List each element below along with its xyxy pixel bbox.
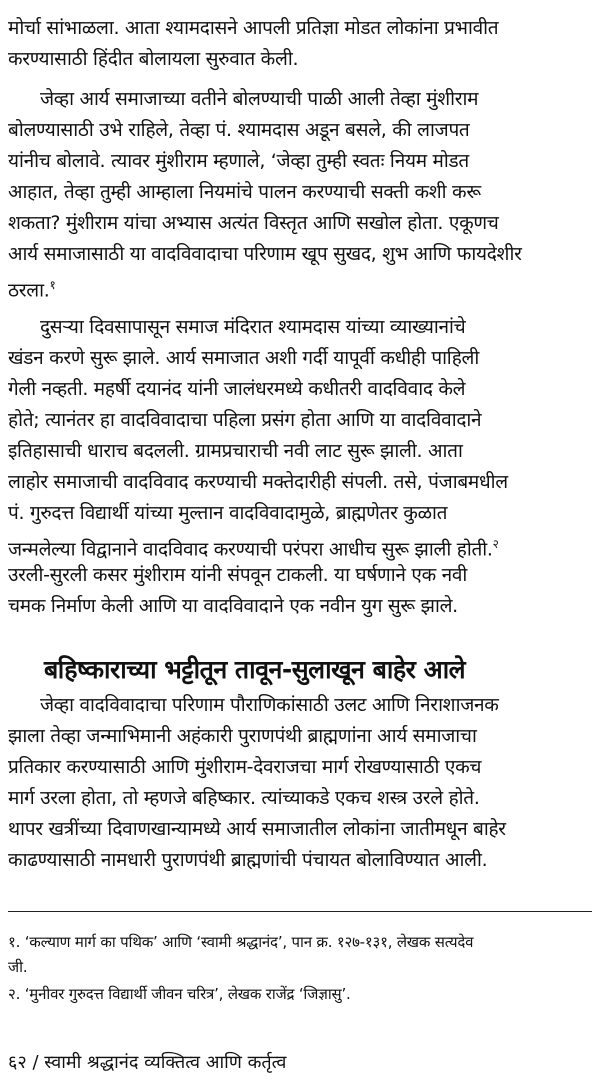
- footnote-divider: [8, 911, 592, 912]
- text-line: यांनीच बोलावे. त्यावर मुंशीराम म्हणाले, ‘जेव्हा तुम्ही स्वतः नियम मोडत: [8, 150, 469, 172]
- text-line: काढण्यासाठी नामधारी पुराणपंथी ब्राह्मणांची पंचायत बोलाविण्यात आली.: [8, 849, 488, 871]
- text-line: [8, 532, 499, 561]
- text-line: पं. गुरुदत्त विद्यार्थी यांच्या मुल्तान वादविवादामुळे, ब्राह्मणेतर कुळात: [8, 502, 448, 524]
- text-line-content: ठरला.: [8, 279, 50, 302]
- text-line: इतिहासाची धाराच बदलली. ग्रामप्रचाराची नवी लाट सुरू झाली. आता: [8, 440, 463, 462]
- text-line: आहात, तेव्हा तुम्ही आम्हाला नियमांचे पालन करण्याची सक्ती कशी करू: [8, 181, 481, 203]
- text-line: थापर खत्रींच्या दिवाणखान्यामध्ये आर्य समाजातील लोकांना जातीमधून बाहेर: [8, 818, 506, 840]
- footnote-1: १. ‘कल्याण मार्ग का पथिक’ आणि ‘स्वामी श्रद्धानंद’, पान क्र. १२७-१३१, लेखक सत्यदेव: [8, 933, 474, 951]
- text-line: आर्य समाजासाठी या वादविवादाचा परिणाम खूप सुखद, शुभ आणि फायदेशीर: [8, 243, 522, 265]
- text-line: खंडन करणे सुरू झाले. आर्य समाजात अशी गर्दी यापूर्वी कधीही पाहिली: [8, 347, 479, 369]
- text-line: मोर्चा सांभाळला. आता श्यामदासने आपली प्रतिज्ञा मोडत लोकांना प्रभावीत: [8, 17, 499, 39]
- text-line: प्रतिकार करण्यासाठी आणि मुंशीराम-देवराजचा मार्ग रोखण्यासाठी एकच: [8, 756, 482, 778]
- text-line: [8, 273, 55, 302]
- text-line: गेली नव्हती. महर्षी दयानंद यांनी जालंधरमध्ये कधीतरी वादविवाद केले: [8, 378, 466, 400]
- text-line: दुसऱ्या दिवसापासून समाज मंदिरात श्यामदास यांच्या व्याख्यानांचे: [40, 316, 466, 338]
- footnote-marker-1: १: [49, 278, 56, 292]
- text-line: लाहोर समाजाची वादविवाद करण्याची मक्तेदारीही संपली. तसे, पंजाबमधील: [8, 471, 508, 493]
- page-footer: ६२ / स्वामी श्रद्धानंद व्यक्तित्व आणि कर्तृत्व: [8, 1052, 287, 1073]
- footnote-marker-2: २: [492, 537, 499, 551]
- text-line: झाला तेव्हा जन्माभिमानी अहंकारी पुराणपंथी ब्राह्मणांना आर्य समाजाचा: [8, 725, 477, 747]
- text-line: जेव्हा वादविवादाचा परिणाम पौराणिकांसाठी उलट आणि निराशाजनक: [40, 694, 499, 716]
- text-line: उरली-सुरली कसर मुंशीराम यांनी संपवून टाकली. या घर्षणाने एक नवी: [8, 564, 468, 586]
- text-line: मार्ग उरला होता, तो म्हणजे बहिष्कार. त्यांच्याकडे एकच शस्त्र उरले होते.: [8, 787, 480, 809]
- text-line: होते; त्यानंतर हा वादविवादाचा पहिला प्रसंग होता आणि या वादविवादाने: [8, 409, 482, 431]
- text-line: जेव्हा आर्य समाजाच्या वतीने बोलण्याची पाळी आली तेव्हा मुंशीराम: [40, 88, 479, 110]
- text-line: चमक निर्माण केली आणि या वादविवादाने एक नवीन युग सुरू झाले.: [8, 595, 458, 617]
- text-line-content: जन्मलेल्या विद्वानाने वादविवाद करण्याची परंपरा आधीच सुरू झाली होती.: [8, 538, 493, 561]
- text-line: करण्यासाठी हिंदीत बोलायला सुरुवात केली.: [8, 48, 299, 70]
- footnote-1-continued: जी.: [8, 958, 28, 976]
- footnote-2: २. ‘मुनीवर गुरुदत्त विद्यार्थी जीवन चरित्र’, लेखक राजेंद्र ‘जिज्ञासु’.: [8, 985, 351, 1003]
- section-heading: बहिष्काराच्या भट्टीतून तावून-सुलाखून बाहेर आले: [44, 655, 466, 684]
- text-line: बोलण्यासाठी उभे राहिले, तेव्हा पं. श्यामदास अडून बसले, की लाजपत: [8, 119, 470, 141]
- text-line: शकता? मुंशीराम यांचा अभ्यास अत्यंत विस्तृत आणि सखोल होता. एकूणच: [8, 212, 499, 234]
